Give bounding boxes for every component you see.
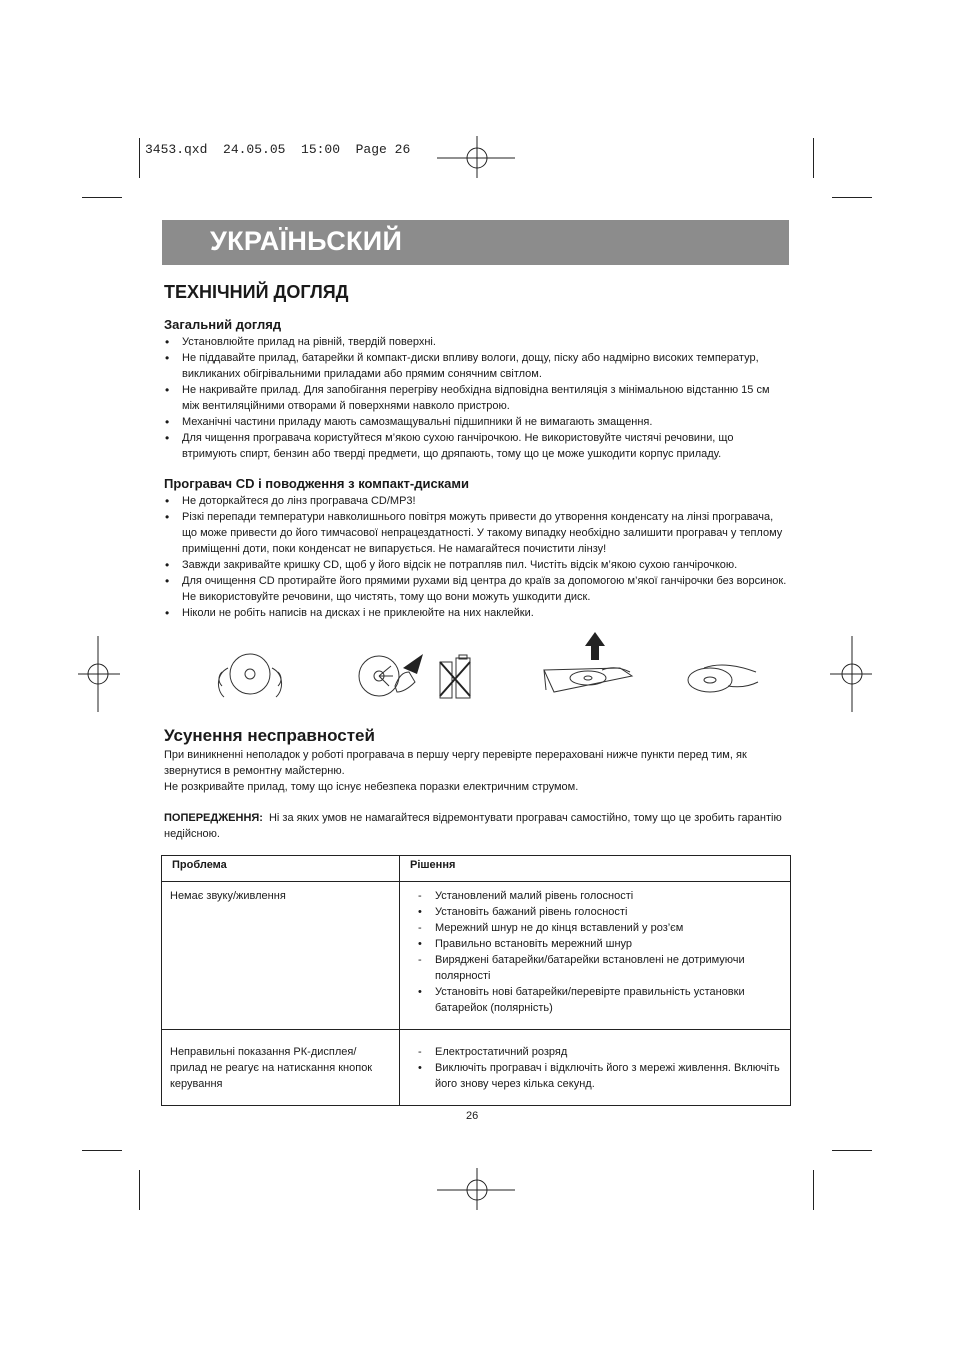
problem-text: Неправильні показання РК-дисплея/ прилад не реагує на натискання кнопок керування <box>170 1046 373 1090</box>
solution-text: Правильно встановіть мережний шнур <box>435 938 633 950</box>
solution-text: Електростатичний розряд <box>435 1046 568 1058</box>
solution-list <box>408 888 782 1016</box>
section-title: ТЕХНІЧНИЙ ДОГЛЯД <box>164 282 349 302</box>
list-item: • Для очищення CD протирайте його прямими рухами від центра до країв за допомогою м’якої ганчірочки без ворсинок. Не використовуйте речовини, що чистять, тому що вони можуть ушкодити диск. <box>164 573 789 605</box>
column-header-problem: Проблема <box>162 856 400 882</box>
list-marker: • <box>418 938 422 950</box>
list-item: • Не накривайте прилад. Для запобігання перегріву необхідна відповідна вентиляція з мінімальною відстанню 15 см між вентиляційними отворами й поверхнями навколо пристрою. <box>164 382 789 414</box>
solution-item <box>408 920 782 936</box>
insert-disc-illustration <box>540 632 636 696</box>
solution-list <box>408 1044 782 1092</box>
list-marker: - <box>418 1046 422 1058</box>
table-row <box>162 1030 791 1106</box>
troubleshooting-intro: При виникненні неполадок у роботі програвача в першу чергу перевірте перераховані нижче пункти перед тим, як звернутися в ремонтну майстерню. <box>164 749 747 777</box>
solution-item <box>408 904 782 920</box>
cd-care-heading: Програвач CD і поводження з компакт-дисками <box>164 476 470 491</box>
list-marker: • <box>418 906 422 918</box>
solution-cell <box>400 1030 791 1106</box>
list-item: • Не піддавайте прилад, батарейки й компакт-диски впливу вологи, дощу, піску або надмірно високих температур, викликаних обігрівальними приладами або прямим сонячним світлом. <box>164 350 789 382</box>
list-item: • Різкі перепади температури навколишнього повітря можуть привести до утворення конденсату на лінзі програвача, що може привести до його тимчасової непрацездатності. У такому випадку необхідно залишити програвач у теплому приміщенні доти, поки конденсат не випарується. Не намагайтеся почистити лінзу! <box>164 509 789 557</box>
registration-mark-bottom <box>437 1168 517 1212</box>
warning-paragraph <box>164 810 789 842</box>
solution-text: Виряджені батарейки/батарейки встановлені не дотримуючи полярності <box>435 954 745 982</box>
list-marker: - <box>418 890 422 902</box>
solution-cell <box>400 882 791 1030</box>
banner-title: УКРАЇНЬСКИЙ <box>210 226 403 256</box>
troubleshooting-table <box>161 855 791 1106</box>
list-marker: • <box>418 1062 422 1074</box>
crop-mark <box>832 197 872 198</box>
crop-mark <box>832 1150 872 1151</box>
disc-held-by-edges-illustration <box>212 652 288 700</box>
solution-text: Установіть нові батарейки/перевірте правильність установки батарейок (полярність) <box>435 986 745 1014</box>
registration-mark-right <box>830 636 874 716</box>
list-marker: - <box>418 922 422 934</box>
warning-text: Ні за яких умов не намагайтеся відремонтувати програвач самостійно, тому що це зробить гарантію недійсною. <box>164 812 782 840</box>
registration-mark-top <box>437 136 517 180</box>
warning-label: ПОПЕРЕДЖЕННЯ: <box>164 812 263 824</box>
solution-item <box>408 936 782 952</box>
registration-mark-left <box>76 636 120 716</box>
solution-item <box>408 952 782 984</box>
crop-mark <box>813 1170 814 1210</box>
troubleshooting-intro-2: Не розкривайте прилад, тому що існує небезпека поразки електричним струмом. <box>164 781 579 793</box>
solution-text: Установіть бажаний рівень голосності <box>435 906 628 918</box>
disc-in-hand-illustration <box>684 660 760 696</box>
general-care-heading: Загальний догляд <box>164 317 282 332</box>
table-header-row <box>162 856 791 882</box>
solution-text: Виключіть програвач і відключіть його з мережі живлення. Включіть його знову через кілька секунд. <box>435 1062 780 1090</box>
file-slug: 3453.qxd 24.05.05 15:00 Page 26 <box>145 142 411 157</box>
list-marker: • <box>418 986 422 998</box>
crop-mark <box>139 138 140 178</box>
crop-mark <box>813 138 814 178</box>
page-number: 26 <box>466 1110 479 1122</box>
no-solvent-illustration <box>438 654 474 700</box>
list-item: • Механічні частини приладу мають самозмащувальні підшипники й не вимагають змащення. <box>164 414 789 430</box>
cd-care-list <box>164 493 789 621</box>
table-row <box>162 882 791 1030</box>
solution-text: Установлений малий рівень голосності <box>435 890 634 902</box>
disc-wipe-illustration <box>355 652 425 700</box>
solution-item <box>408 1060 782 1092</box>
column-header-solution: Рішення <box>400 856 791 882</box>
list-item: • Завжди закривайте кришку CD, щоб у його відсік не потрапляв пил. Чистіть відсік м’якою сухою ганчірочкою. <box>164 557 789 573</box>
solution-item <box>408 1044 782 1060</box>
solution-item <box>408 984 782 1016</box>
list-item: • Установлюйте прилад на рівній, твердій поверхні. <box>164 334 789 350</box>
solution-text: Мережний шнур не до кінця вставлений у роз’єм <box>435 922 684 934</box>
list-marker: - <box>418 954 422 966</box>
problem-cell <box>162 1030 400 1106</box>
list-item: • Ніколи не робіть написів на дисках і не приклеюйте на них наклейки. <box>164 605 789 621</box>
problem-cell: Немає звуку/живлення <box>162 882 400 1030</box>
crop-mark <box>82 1150 122 1151</box>
solution-item <box>408 888 782 904</box>
list-item: • Не доторкайтеся до лінз програвача CD/MP3! <box>164 493 789 509</box>
crop-mark <box>82 197 122 198</box>
troubleshooting-heading: Усунення несправностей <box>164 726 375 745</box>
general-care-list <box>164 334 789 462</box>
crop-mark <box>139 1170 140 1210</box>
language-banner <box>162 220 789 265</box>
list-item: • Для чищення програвача користуйтеся м’якою сухою ганчірочкою. Не використовуйте чистячі речовини, що втримують спирт, бензин або тверді предмети, що дряпають, тому що це може ушкодити корпус приладу. <box>164 430 789 462</box>
